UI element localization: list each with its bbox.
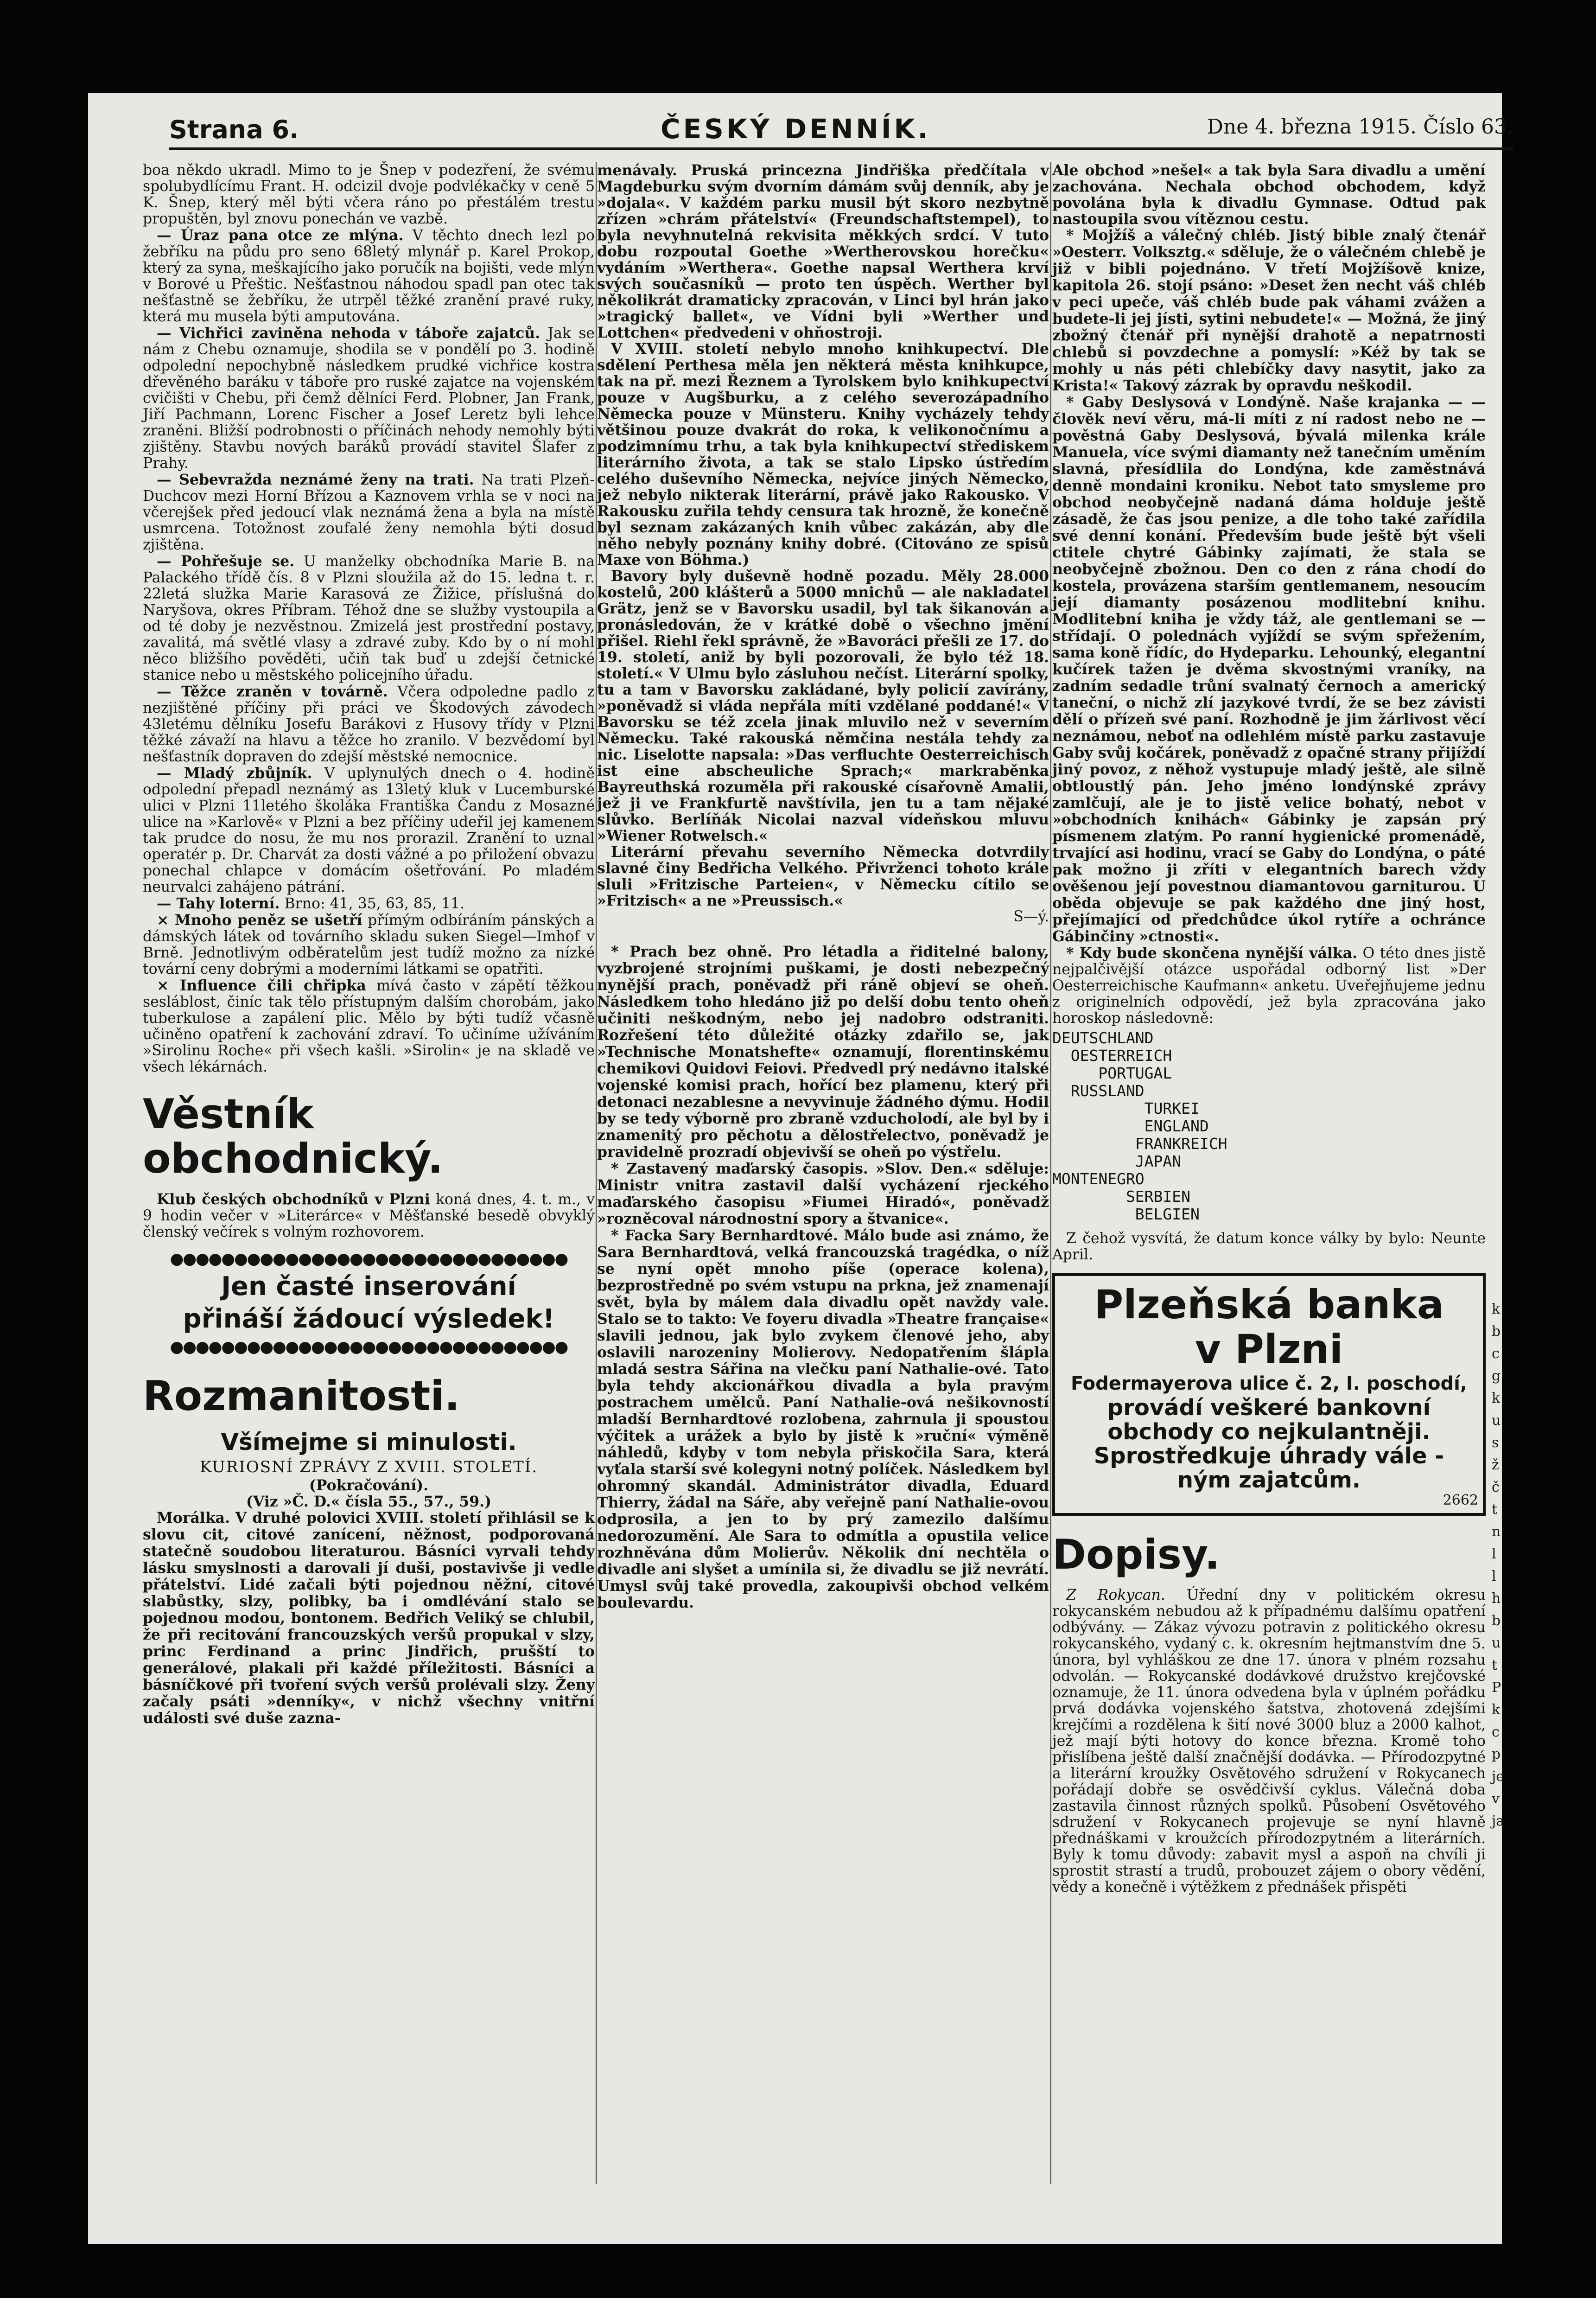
dot-border-bottom: ●●●●●●●●●●●●●●●●●●●●●●●●●●●●●●●: [170, 1338, 568, 1356]
news-heading: * Mojžíš a válečný chléb.: [1066, 227, 1281, 244]
column-3: [1052, 162, 1486, 2193]
news-item: [597, 1161, 1049, 1227]
news-item: [1052, 227, 1486, 394]
bank-service-1: provádí veškeré bankovní: [1107, 1395, 1431, 1421]
bank-service-4: ným zajatcům.: [1177, 1467, 1361, 1493]
news-item: [143, 683, 595, 765]
horoscope-line: PORTUGAL: [1052, 1064, 1172, 1082]
horoscope-line: MONTENEGRO: [1052, 1170, 1145, 1188]
advert-item: [143, 977, 595, 1075]
news-item: [597, 944, 1049, 1161]
article-subtitle: KURIOSNÍ ZPRÁVY Z XVIII. STOLETÍ.: [199, 1458, 538, 1476]
column-rule-1: [596, 162, 597, 2184]
news-item: [143, 895, 595, 912]
column-1: [143, 162, 595, 2193]
news-item: [143, 325, 595, 472]
article-paragraph: Literární převahu severního Německa dotvrdily slavné činy Bedřicha Velkého. Přivrženci tohoto krále sluli »Fritzische Parteien«, v Německu cítilo se »Fritzisch« a ne »Preussisch.«: [597, 843, 1049, 909]
article-text: Ale obchod »nešel« a tak byla Sara divadlu a umění zachována. Nechala obchod obchodem, když povolána byla k divadlu Gymnase. Odtud pak nastoupila svou vítěznou cestu.: [1052, 162, 1486, 228]
news-heading: * Prach bez ohně.: [611, 943, 772, 960]
advert-heading: × Mnoho peněz se ušetří: [157, 912, 362, 929]
article-paragraph: [143, 1510, 595, 1727]
section-title-vestnik: Věstník obchodnický.: [143, 1090, 443, 1182]
author-signature: S—ý.: [1013, 908, 1049, 925]
bank-address: Fodermayerova ulice č. 2, I. poschodí,: [1070, 1373, 1468, 1394]
news-item: [143, 227, 595, 325]
news-text: U manželky obchodníka Marie B. na Palackého třídě čís. 8 v Plzni sloužila až do 15. ledna t. r. 22letá služka Marie Karasová ze Žižice, příslušná do Naryšova, okres Příbram. Téhož dne se služby vystoupila a od té doby je nezvěstnou. Zmizelá jest prostřední postavy, zavalitá, má světlé vlasy a zdravé zuby. Kdo by o ní mohl něco bližšího pověděti, učiň tak buď u zdejší četnické stanice nebo u městského policejního úřadu.: [143, 553, 595, 683]
advert-headline-1: Jen časté inserování: [221, 1271, 516, 1302]
column-2: [597, 162, 1049, 2193]
bank-service-3: Sprostředkuje úhrady vále -: [1094, 1443, 1444, 1469]
news-text: Na trati Plzeň-Duchcov mezi Horní Břízou a Kaznovem vrhla se v noci na včerejšek před jedoucí vlak neznámá žena a byla na místě usmrcena. Totožnost zoufalé ženy nemohla býti dosud zjištěna.: [143, 472, 595, 553]
article-text: boa někdo ukradl. Mimo to je Šnep v podezření, že svému spolubydlícímu Frant. H. odcizil dvoje podvlékačky v ceně 5 K. Šnep, který měl býti včera ráno po přestálém trestu propuštěn, byl znovu ponechán ve vazbě.: [143, 162, 595, 227]
bank-city: v Plzni: [1195, 1326, 1343, 1372]
horoscope-block: [1052, 1029, 1486, 1223]
news-heading: Klub českých obchodníků v Plzni: [157, 1191, 430, 1208]
bank-name: Plzeňská banka: [1094, 1282, 1444, 1328]
paragraph-heading: Morálka.: [157, 1509, 230, 1526]
paragraph-text: V druhé polovici XVIII. století přihlásil se k slovu cit, citové zanícení, něžnost, podporovaná statečně soudobou literaturou. Básníci vyrvali tehdy lásku smyslnosti a darovali jí duši, postavivše ji vedle přátelství. Lidé začali býti pojednou něžní, citové slabůstky, slzy, polibky, ba i omdlévání stalo se pojednou modou, bontonem. Bedřich Veliký se chlubil, že při recitování francouzských veršů propukal v slzy, princ Ferdinand a princ Jindřich, prušští to generálové, plakali při každé příležitosti. Básníci a básníčkové při tvoření svých veršů prolévali slzy. Ženy začaly psáti »denníky«, v nichž všechny vnitřní události své duše zazna-: [143, 1509, 595, 1727]
masthead: [169, 110, 1513, 150]
news-text: Málo bude asi známo, že Sara Bernhardtová, velká francouzská tragédka, o níž se nyní opět mnoho píše (operace kolena), bezprostředně po svém vstupu na prkna, jež znamenají svět, byla by málem dala divadlu opět navždy vale. Stalo se to takto: Ve foyeru divadla »Theatre française« slavili jednou, jak bylo zvykem členové jeho, aby oslavili narozeniny Molierovy. Nedopatřením šlápla mladá sestra Sářina na vlečku paní Nathalie-ové. Tato byla tehdy akcionářkou divadla a byla pravým postrachem umělců. Paní Nathalie-ová nešikovností mladší Bernhardtové rozlobena, zahrnula ji spoustou výčitek a urážek a bylo by jistě k »ruční« výměně náhledů, kdyby v tom nebyla přiskočila Sara, která vyťala starší své kolegyni notný políček. Následkem byl ohromný skandál. Administrátor divadla, Eduard Thierry, žádal na Sáře, aby veřejně paní Nathalie-ovou odprosila, a jen to by prý zamezilo dalšímu nedorozumění. Ale Sara to odmítla a opustila velice rozhněvána dům Molierův. Několik dní nechtěla o divadle ani slyšet a umínila si, že divadlu se již nevrátí. Umysl svůj také provedla, zakoupivši obchod velkém boulevardu.: [597, 1227, 1049, 1611]
newspaper-page: [88, 93, 1513, 2244]
section-title-dopisy: Dopisy.: [1052, 1531, 1220, 1578]
news-heading: — Úraz pana otce ze mlýna.: [157, 227, 404, 244]
news-heading: * Facka Sary Bernhardtové.: [611, 1227, 838, 1244]
advert-text: mívá často v zápětí těžkou sesláblost, činíc tak tělo přístupným dalším chorobám, jako tuberkulose a zapálení plic. Mělo by býti tudíž včasně učiněno opatření k zachování zdraví. To učiníme užíváním »Sirolinu Roche« při všech kašli. »Sirolin« je na skladě ve všech lékárnách.: [143, 977, 595, 1075]
horoscope-line: JAPAN: [1052, 1152, 1182, 1170]
news-item: [1052, 394, 1486, 945]
horoscope-line: RUSSLAND: [1052, 1082, 1145, 1100]
letter-heading: Z Rokycan.: [1066, 1587, 1165, 1603]
issue-date: Dne 4. března 1915. Číslo 63.: [1207, 115, 1513, 139]
news-item: [143, 1191, 595, 1240]
column-rule-2: [1050, 162, 1051, 2184]
news-heading: — Tahy loterní.: [157, 895, 280, 912]
news-heading: * Gaby Deslysová v Londýně.: [1066, 394, 1311, 411]
page-number: Strana 6.: [169, 115, 299, 144]
horoscope-line: BELGIEN: [1052, 1205, 1200, 1223]
article-paragraph: Z čehož vysvítá, že datum konce války by bylo: Neunte April.: [1052, 1230, 1486, 1263]
bank-service-2: obchody co nejkulantněji.: [1107, 1419, 1431, 1445]
reference-note: (Viz »Č. D.« čísla 55., 57., 59.): [246, 1493, 491, 1510]
letter-item: [1052, 1587, 1486, 1896]
advert-headline-2: přináší žádoucí výsledek!: [183, 1304, 555, 1334]
horoscope-line: ENGLAND: [1052, 1117, 1209, 1135]
article-title: Všímejme si minulosti.: [221, 1429, 517, 1455]
section-title-rozmanitosti: Rozmanitosti.: [143, 1372, 460, 1420]
news-heading: — Vichřici zaviněna nehoda v táboře zajatců.: [157, 325, 540, 342]
news-text: Jak se nám z Chebu oznamuje, shodila se v pondělí po 3. hodině odpolední nepochybně následkem prudké vichřice kostra dřevěného baráku v táboře pro ruské zajatce na vojenském cvičišti v Chebu, při čemž dělníci Ferd. Plobner, Jan Frank, Jiří Pachmann, Lorenc Fischer a Josef Leretz byli lehce zraněni. Bližší podrobnosti o příčinách nehody nemohly býti zjištěny. Stavbu nových baráků provádí stavitel Šlafer z Prahy.: [143, 325, 595, 472]
news-heading: — Těžce zraněn v továrně.: [157, 683, 388, 700]
article-paragraph: Bavory byly duševně hodně pozadu. Měly 28.000 kostelů, 200 klášterů a 5000 mnichů — ale nakladatel Grätz, jenž se v Bavorsku usadil, byl tak šikanován a pronásledován, že v krátké době o všechno jmění přišel. Riehl řekl správně, že »Bavoráci přešli ze 17. do 19. století, aniž by byli pozorovali, že bylo též 18. století.« V Ulmu bylo zásluhou nečíst. Literární spolky, tu a tam v Bavorsku zakládané, byly policií zavírány, »poněvadž si vláda nepřála míti vzdělané poddané!« V Bavorsku se též zcela jinak mluvilo než v severním Německu. Také rakouská němčina nestála tehdy za nic. Liselotte napsala: »Das verfluchte Oesterreichisch ist eine abscheuliche Sprach;« markraběnka Bayreuthská rozuměla při rakouské císařovně Amalii, jež ji ve Frankfurtě navštívila, jen tu a tam nějaké slůvko. Berlíňák Nicolai nazval vídeňskou mluvu »Wiener Rotwelsch.«: [597, 568, 1049, 844]
news-heading: * Kdy bude skončena nynější válka.: [1066, 945, 1358, 962]
news-text: »Slov. Den.« sděluje: Ministr vnitra zastavil další vycházení rjeckého maďarského časopisu »Fiumei Hiradó«, poněvadž »rozněcoval národnostní spory a štvanice«.: [597, 1160, 1049, 1227]
news-heading: — Sebevražda neznámé ženy na trati.: [157, 471, 474, 488]
news-item: [143, 765, 595, 895]
dot-border-top: ●●●●●●●●●●●●●●●●●●●●●●●●●●●●●●●: [170, 1250, 568, 1268]
news-heading: * Zastavený maďarský časopis.: [611, 1160, 868, 1177]
horoscope-line: DEUTSCHLAND: [1052, 1029, 1154, 1047]
article-text: menávaly. Pruská princezna Jindřiška předčítala v Magdeburku svým dvorním dámám svůj denník, aby je »dojala«. V každém parku musil být skoro nezbytně zřízen »chrám přátelství« (Freundschaftstempel), to byla nevyhnutelná rekvisita měkkých srdcí. V tuto dobu rozpoutal Goethe »Wertherovskou horečku« vydáním »Werthera«. Goethe napsal Werthera krví svých současníků — proto ten úspěch. Werther byl několikrát dramaticky zpracován, v Linci byl hrán jako »tragický ballet«, ve Vídni byli »Werther und Lottchen« předvedeni v ohňostroji.: [597, 162, 1049, 341]
news-item: [143, 553, 595, 683]
horoscope-line: SERBIEN: [1052, 1187, 1191, 1206]
horoscope-line: FRANKREICH: [1052, 1135, 1227, 1153]
news-text: V uplynulých dnech o 4. hodině odpolední přepadl neznámý as 13letý kluk v Lucemburské ulici v Plzni 11letého školáka Františka Čandu z Mosazné ulice na »Karlově« v Plzni a bez příčiny udeřil jej kamenem tak prudce do nosu, že mu nos prorazil. Zranění to uznal operatér p. Dr. Charvát za dosti vážné a po přiložení obvazu ponechal chlapce v domácím ošetřování. Po mladém neurvalci zahájeno pátrání.: [143, 765, 595, 895]
news-text: Včera odpoledne padlo z nezjištěné příčiny při práci ve Škodových závodech 43letému dělníku Josefu Barákovi z Husovy třídy v Plzni těžké závaží na hlavu a těžce ho zranilo. V bezvědomí byl nešťastník dopraven do zdejší městské nemocnice.: [143, 683, 595, 765]
news-text: V těchto dnech lezl po žebříku na půdu pro seno 68letý mlynář p. Karel Prokop, který za syna, meškajícího jako poručík na bojišti, vede mlýn v Borové u Přeštic. Nešťastnou náhodou spadl pan otec tak nešťastně se žebříku, že utrpěl těžké zranění pravé ruky, která mu musela býti amputována.: [143, 227, 595, 325]
advert-text: přímým odbíráním pánských a dámských látek od továrního skladu suken Siegel—Imhof v Brně. Jednotlivým odběratelům jest tudíž možno za nízké tovární ceny dobrými a moderními látkami se opatřiti.: [143, 912, 595, 977]
letter-text: Úřední dny v politickém okresu rokycanském nebudou až k případnému dalšímu opatření odbývány. — Zákaz vývozu potravin z politického okresu rokycanského, vydaný c. k. okresním hejtmanstvím dne 5. února, byl vyhláškou ze dne 17. února v plném rozsahu odvolán. — Rokycanské dodávkové družstvo krejčovské oznamuje, že 11. února odvedena byla v úplném pořádku prvá dodávka vojenského šatstva, zhotovená zdejšími krejčími a rozdělena k šití nové 3000 bluz a 2000 kalhot, jež mají býti hotovy do konce března. Kromě toho přislíbena ještě další značnější dodávka. — Přírodozpytné a literární kroužky Osvětového sdružení v Rokycanech pořádají dobře se osvědčivší cyklus. Válečná doba zastavila činnost různých spolků. Působení Osvětového sdružení v Rokycanech projevuje se nyní hlavně přednáškami v kroužcích přírodozpytném a literárních. Byly k tomu důvody: zabavit mysl a aspoň na chvíli ji sprostit strastí a trudů, probouzet zájem o obory vědění, vědy a konečně i výtěžkem z přednášek přispěti: [1052, 1587, 1486, 1896]
adjacent-page-edge: k b c g k u s ž č t n l l h b u t P k c p je v ja: [1492, 1301, 1505, 1829]
news-heading: — Mladý zbůjník.: [157, 765, 312, 782]
lottery-numbers: Brno: 41, 35, 63, 85, 11.: [284, 895, 465, 912]
horoscope-line: OESTERREICH: [1052, 1047, 1172, 1065]
news-text: O této dnes jistě nejpalčivější otázce uspořádal odborný list »Der Oesterreichische Kaufmann« anketu. Uveřejňujeme jednu z originelních odpovědí, jež byla zpracována jako horoskop následovně:: [1052, 945, 1486, 1027]
advert-number: 2662: [1443, 1492, 1478, 1508]
news-text: Jistý bible znalý čtenář »Oesterr. Volksztg.« sděluje, že o válečném chlebě je již v bibli pojednáno. V třetí Mojžíšově knize, kapitola 26. stojí psáno: »Deset žen necht váš chléb v peci upeče, váš chléb bude pak váhami zvážen a budete-li jej jísti, sytini nebudete!« — Možná, že jiný zbožný čtenář při nynější drahotě a nepatrnosti chlebů si povzdechne a pomyslí: »Kéž by tak se mohly u nás péti chlebíčky davy nasytit, jako za Krista!« Takový zázrak by opravdu neškodil.: [1052, 227, 1486, 394]
news-text: Pro létadla a řiditelné balony, vyzbrojené strojními puškami, je dosti nebezpečný nynější prach, poněvadž při ráně objeví se oheň. Následkem toho hledáno již po delší dobu tento oheň učiniti neškodným, nebo jej nadobro odstraniti. Rozřešení této důležité otázky zdařilo se, jak »Technische Monatshefte« oznamují, florentinskému chemikovi Quidovi Feiovi. Předvedl prý nedávno italské vojenské komisi prach, hořící bez plamenu, který při detonaci nezablesne a nevyvinuje žádného dýmu. Hodil by se tedy výborně pro zbraně vzducholodí, ale byl by i znamenitý pro pěchotu a dělostřelectvo, poněvadž je pravidelně prozradí objevivší se oheň po výstřelu.: [597, 943, 1049, 1161]
news-item: [1052, 945, 1486, 1027]
advert-heading: × Influence čili chřipka: [157, 977, 366, 994]
newspaper-title: ČESKÝ DENNÍK.: [661, 113, 931, 145]
news-text: Naše krajanka — — člověk neví věru, má-li míti z ní radost nebo ne — pověstná Gaby Deslysová, bývalá milenka krále Manuela, více svými diamanty než tanečním uměním slavná, přesídlila do Londýna, kde zaměstnává denně mondaini kroniku. Nebot tato smysleme pro obchod neobyčejně nadaná dáma holduje ještě zásadě, že čas jsou penize, a dle toho také zařídila své denní konání. Především bude ještě být všeli ctitele chytré Gábinky zajímati, že stala se neobyčejně zbožnou. Den co den z rána chodí do kostela, provázena starším gentlemanem, nesoucím její diamanty posázenou modlitební knihu. Modlitební kniha je vždy táž, ale gentlemani se — střídají. O polednách vyjíždí se svým spřežením, sama koně řídíc, do Hydeparku. Lehounký, elegantní kučírek tažen je dvěma skvostnými vraníky, na zadním sedadle trůní svalnatý černoch a americký taneční, o nichž zlí jazykové tvrdí, že se bez závisti dělí o přízeň své paní. Rozhodně je jim žárlivost věcí neznámou, neboť na odlehlém místě parku zastavuje Gaby svůj kočárek, poněvadž z opačné strany přijíždí jiný povoz, z něhož vystupuje mladý ještě, ale silně obtloustlý pán. Jeho jméno londýnské zprávy zamlčují, ale je to jistě velice bohatý, nebot v »obchodních knihách« Gábinky je zapsán prý písmenem zlatým. Po ranní hygienické promenádě, trvající asi hodinu, vrací se Gaby do Londýna, o páté pak možno ji zříti v elegantních barech vždy ověšenou její povestnou diamantovou garniturou. U oběda objevuje se pak každého dne jiný host, přejímající od předchůdce úkol rytíře a ochránce Gábinčiny »ctnosti«.: [1052, 394, 1486, 945]
news-heading: — Pohřešuje se.: [157, 553, 295, 570]
continuation-note: (Pokračování).: [309, 1477, 429, 1494]
news-text: koná dnes, 4. t. m., v 9 hodin večer v »Literárce« v Měšťanské besedě obvyklý členský večírek s volným rozhovorem.: [143, 1191, 595, 1240]
news-item: [597, 1227, 1049, 1611]
advert-item: [143, 912, 595, 977]
horoscope-line: TURKEI: [1052, 1099, 1200, 1117]
article-paragraph: V XVIII. století nebylo mnoho knihkupectví. Dle sdělení Perthesa měla jen některá města knihkupce, tak na př. mezi Řeznem a Tyrolskem bylo knihkupectví pouze v Augšburku, a z celého severozápadního Německa pouze v Münsteru. Knihy vycházely tehdy většinou pouze dvakrát do roka, k velikonočnímu a podzimnímu trhu, a tak byla knihkupectví střediskem literárního života, a tak se stalo Lipsko ústředím celého duševního Německa, nejvíce jiných Německo, jež nebylo nikterak literární, právě jako Rakousko. V Rakousku zuřila tehdy censura tak hrozně, že konečně byl seznam zakázaných knih vůbec zakázán, aby dle něho nebyly poznány knihy dobré. (Citováno ze spisů Maxe von Böhma.): [597, 340, 1049, 568]
bank-advertisement: [1052, 1273, 1486, 1516]
news-item: [143, 472, 595, 553]
